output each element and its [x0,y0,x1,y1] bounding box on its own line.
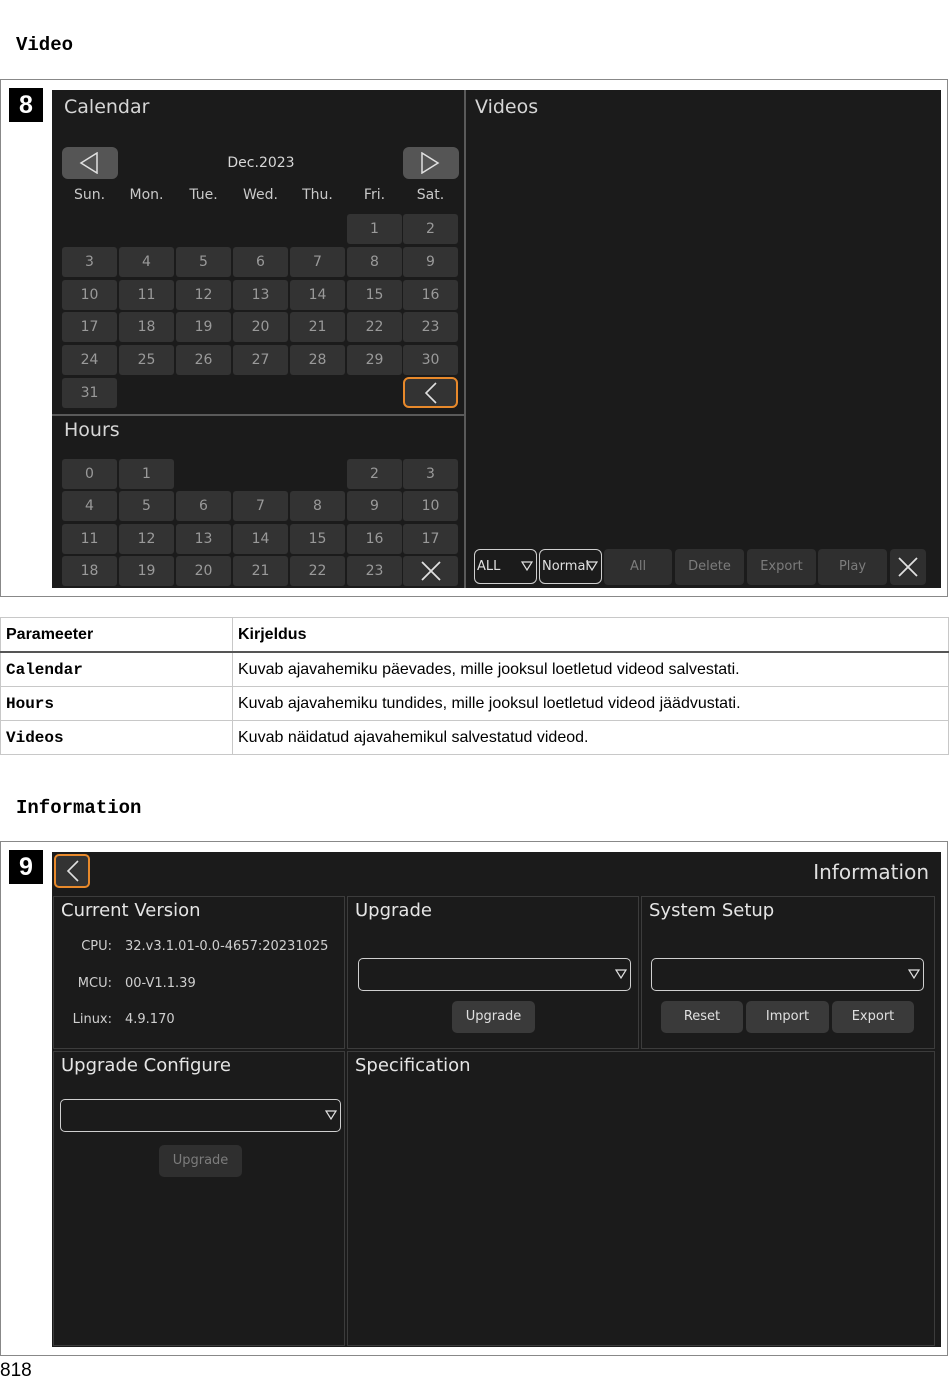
hour-cell[interactable]: 1 [119,459,174,489]
hour-cell[interactable]: 12 [119,524,174,554]
linux-value: 4.9.170 [125,1012,175,1027]
hour-cell[interactable]: 10 [403,491,458,521]
calendar-day-cell[interactable]: 21 [290,312,345,342]
triangle-left-icon [79,152,99,174]
calendar-day-cell[interactable]: 20 [233,312,288,342]
calendar-divider [52,414,465,416]
param-name: Hours [1,687,233,721]
hour-cell[interactable]: 18 [62,556,117,586]
calendar-day-cell[interactable]: 3 [62,247,117,277]
table-header-row [1,618,949,653]
prev-month-button[interactable] [62,147,118,179]
figure-9-frame [0,841,948,1356]
chevron-left-icon [424,382,438,404]
current-version-panel [53,896,345,1049]
hour-cell[interactable]: 0 [62,459,117,489]
hours-title: Hours [64,419,120,441]
calendar-day-cell[interactable]: 7 [290,247,345,277]
dropdown-triangle-icon [325,1110,337,1120]
calendar-day-cell[interactable]: 12 [176,280,231,310]
system-setup-select[interactable] [651,958,924,991]
parameter-table [0,617,949,755]
cpu-value: 32.v3.1.01-0.0-4657:20231025 [125,939,329,954]
filter-type-select[interactable] [474,549,537,584]
import-button[interactable]: Import [746,1001,829,1033]
calendar-day-cell[interactable]: 22 [347,312,402,342]
hour-cell[interactable]: 21 [233,556,288,586]
weekday-label: Wed. [243,187,278,203]
export-button[interactable]: Export [747,549,816,585]
hour-cell[interactable]: 20 [176,556,231,586]
calendar-day-cell[interactable]: 2 [403,214,458,244]
close-hours-button[interactable] [403,556,458,586]
table-row [1,687,949,721]
information-section-title: Information [16,797,142,819]
upgrade-configure-button[interactable]: Upgrade [159,1145,242,1177]
param-description: Kuvab ajavahemiku päevades, mille jooksul loetletud videod salvestati. [233,652,949,687]
calendar-day-cell[interactable]: 5 [176,247,231,277]
dropdown-triangle-icon [615,969,627,979]
chevron-left-icon [66,860,80,882]
hour-cell[interactable]: 7 [233,491,288,521]
mcu-value: 00-V1.1.39 [125,976,196,991]
upgrade-title: Upgrade [355,900,432,921]
table-row [1,721,949,755]
reset-button[interactable]: Reset [661,1001,743,1033]
upgrade-configure-title: Upgrade Configure [61,1055,231,1076]
next-month-button[interactable] [403,147,459,179]
calendar-day-cell[interactable]: 18 [119,312,174,342]
upgrade-button[interactable]: Upgrade [452,1001,535,1033]
weekday-label: Sat. [416,187,445,203]
export-button[interactable]: Export [832,1001,914,1033]
filter-mode-value: Normal [542,559,590,574]
calendar-day-cell[interactable]: 8 [347,247,402,277]
hour-cell[interactable]: 9 [347,491,402,521]
hour-cell[interactable]: 22 [290,556,345,586]
hour-cell[interactable]: 11 [62,524,117,554]
dropdown-triangle-icon [908,969,920,979]
hour-cell[interactable]: 8 [290,491,345,521]
current-version-title: Current Version [61,900,201,921]
calendar-day-cell[interactable]: 26 [176,345,231,375]
calendar-day-cell[interactable]: 11 [119,280,174,310]
calendar-day-cell[interactable]: 19 [176,312,231,342]
hour-cell[interactable]: 3 [403,459,458,489]
close-icon [421,561,441,581]
param-name: Calendar [1,652,233,687]
specification-panel [347,1051,935,1346]
hour-cell[interactable]: 2 [347,459,402,489]
dropdown-triangle-icon [586,561,598,571]
hour-cell[interactable]: 6 [176,491,231,521]
play-button[interactable]: Play [818,549,887,585]
delete-button[interactable]: Delete [675,549,744,585]
weekday-label: Sun. [73,187,106,203]
hour-cell[interactable]: 4 [62,491,117,521]
calendar-day-cell[interactable]: 23 [403,312,458,342]
filter-type-value: ALL [477,559,501,574]
video-screen [52,90,941,588]
close-icon [898,557,918,577]
cpu-label: CPU: [81,939,112,954]
hour-cell[interactable]: 14 [233,524,288,554]
calendar-day-cell[interactable]: 9 [403,247,458,277]
figure-number: 8 [9,88,43,122]
hour-cell[interactable]: 13 [176,524,231,554]
mcu-label: MCU: [77,976,112,991]
panel-divider [464,90,466,588]
weekday-label: Mon. [129,187,164,203]
weekday-label: Fri. [363,187,386,203]
table-header-parameter: Parameeter [1,618,233,653]
hour-cell[interactable]: 16 [347,524,402,554]
close-videos-button[interactable] [890,549,926,585]
calendar-day-cell[interactable]: 25 [119,345,174,375]
calendar-day-cell[interactable]: 29 [347,345,402,375]
back-button[interactable] [54,854,90,888]
calendar-day-cell[interactable]: 4 [119,247,174,277]
weekday-label: Tue. [189,187,218,203]
calendar-title: Calendar [64,96,150,118]
information-screen [52,852,941,1347]
calendar-day-cell[interactable]: 24 [62,345,117,375]
calendar-day-cell[interactable]: 14 [290,280,345,310]
dropdown-triangle-icon [521,561,533,571]
table-header-description: Kirjeldus [233,618,949,653]
video-section-title: Video [16,34,74,56]
hour-cell[interactable]: 19 [119,556,174,586]
calendar-day-cell[interactable]: 1 [347,214,402,244]
figure-8-frame [0,79,948,597]
calendar-day-cell[interactable]: 6 [233,247,288,277]
weekday-label: Thu. [302,187,333,203]
calendar-day-cell[interactable]: 28 [290,345,345,375]
hour-cell[interactable]: 15 [290,524,345,554]
system-setup-title: System Setup [649,900,775,921]
figure-number: 9 [9,850,43,884]
filter-mode-select[interactable] [539,549,602,584]
calendar-day-cell[interactable]: 27 [233,345,288,375]
specification-title: Specification [355,1055,471,1076]
triangle-right-icon [420,152,440,174]
calendar-day-cell[interactable]: 15 [347,280,402,310]
hour-cell[interactable]: 23 [347,556,402,586]
page-title: Information [813,860,929,884]
videos-title: Videos [475,96,539,118]
upgrade-configure-select[interactable] [60,1099,341,1132]
collapse-calendar-button[interactable] [403,377,458,408]
hour-cell[interactable]: 17 [403,524,458,554]
calendar-day-cell[interactable]: 30 [403,345,458,375]
param-name: Videos [1,721,233,755]
param-description: Kuvab näidatud ajavahemikul salvestatud videod. [233,721,949,755]
calendar-day-cell[interactable]: 16 [403,280,458,310]
upgrade-configure-panel [53,1051,345,1346]
all-button[interactable]: All [604,549,672,585]
page-number: 818 [0,1360,32,1381]
system-setup-panel [641,896,935,1049]
calendar-day-cell[interactable]: 10 [62,280,117,310]
calendar-day-cell[interactable]: 13 [233,280,288,310]
linux-label: Linux: [72,1012,112,1027]
calendar-day-cell[interactable]: 31 [62,378,117,408]
table-row [1,652,949,687]
month-label: Dec.2023 [227,155,295,171]
upgrade-file-select[interactable] [358,958,631,991]
hour-cell[interactable]: 5 [119,491,174,521]
param-description: Kuvab ajavahemiku tundides, mille jooksul loetletud videod jäädvustati. [233,687,949,721]
upgrade-panel [347,896,639,1049]
calendar-day-cell[interactable]: 17 [62,312,117,342]
